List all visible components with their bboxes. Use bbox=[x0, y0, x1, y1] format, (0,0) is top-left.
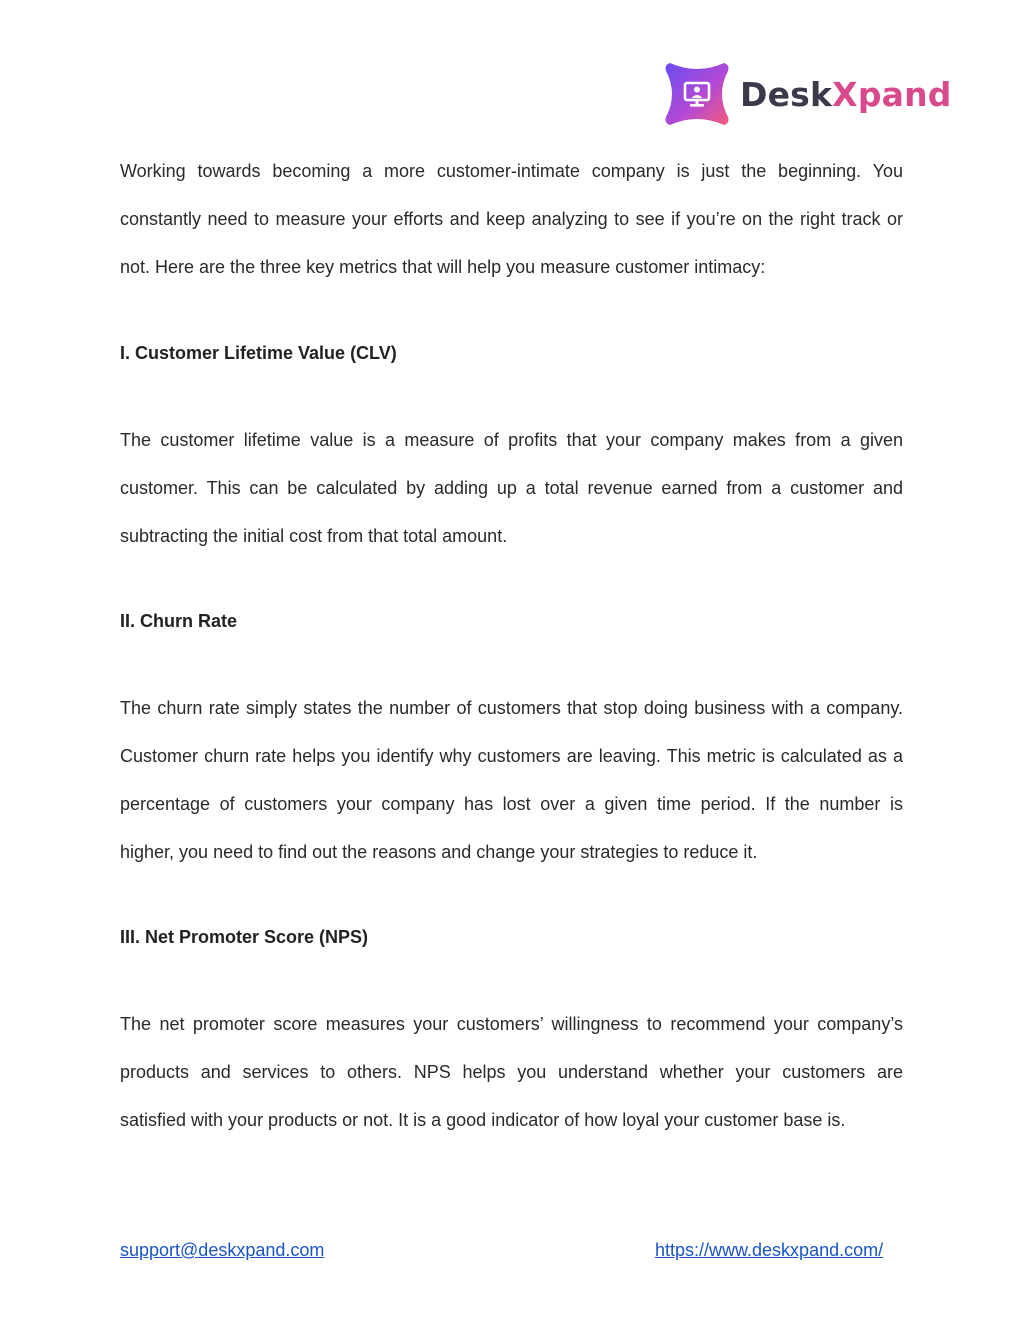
website-link[interactable]: https://www.deskxpand.com/ bbox=[655, 1240, 884, 1260]
section-heading-nps: III. Net Promoter Score (NPS) bbox=[120, 927, 369, 947]
paragraph-line: percentage of customers your company has lost over a given time period. If the number is bbox=[120, 794, 903, 814]
paragraph-line: subtracting the initial cost from that total amount. bbox=[120, 526, 508, 546]
paragraph-line: satisfied with your products or not. It is a good indicator of how loyal your customer base is. bbox=[120, 1110, 846, 1130]
churn-paragraph bbox=[120, 684, 903, 876]
paragraph-line: customer. This can be calculated by adding up a total revenue earned from a customer and bbox=[120, 478, 903, 498]
paragraph-line: not. Here are the three key metrics that will help you measure customer intimacy: bbox=[120, 257, 766, 277]
paragraph-line: higher, you need to find out the reasons and change your strategies to reduce it. bbox=[120, 842, 758, 862]
paragraph-line: The net promoter score measures your customers’ willingness to recommend your company’s bbox=[120, 1014, 903, 1034]
clv-paragraph bbox=[120, 416, 903, 560]
section-heading-churn: II. Churn Rate bbox=[120, 611, 238, 631]
paragraph-line: The churn rate simply states the number of customers that stop doing business with a company. bbox=[120, 698, 903, 718]
brand-name-part2: Xpand bbox=[832, 74, 952, 114]
paragraph-line: Customer churn rate helps you identify why customers are leaving. This metric is calculated as a bbox=[120, 746, 903, 766]
brand-name-part1: Desk bbox=[740, 74, 833, 114]
brand-logo bbox=[664, 60, 952, 128]
paragraph-line: The customer lifetime value is a measure of profits that your company makes from a given bbox=[120, 430, 903, 450]
nps-paragraph bbox=[120, 1000, 903, 1144]
paragraph-line: Working towards becoming a more customer-intimate company is just the beginning. You bbox=[120, 161, 903, 181]
monitor-with-person-icon bbox=[664, 61, 730, 127]
brand-wordmark bbox=[740, 74, 952, 114]
section-heading-clv: I. Customer Lifetime Value (CLV) bbox=[120, 343, 397, 363]
intro-paragraph bbox=[120, 147, 903, 291]
paragraph-line: constantly need to measure your efforts and keep analyzing to see if you’re on the right track or bbox=[120, 209, 903, 229]
support-email-link[interactable]: support@deskxpand.com bbox=[120, 1240, 325, 1260]
paragraph-line: products and services to others. NPS helps you understand whether your customers are bbox=[120, 1062, 903, 1082]
